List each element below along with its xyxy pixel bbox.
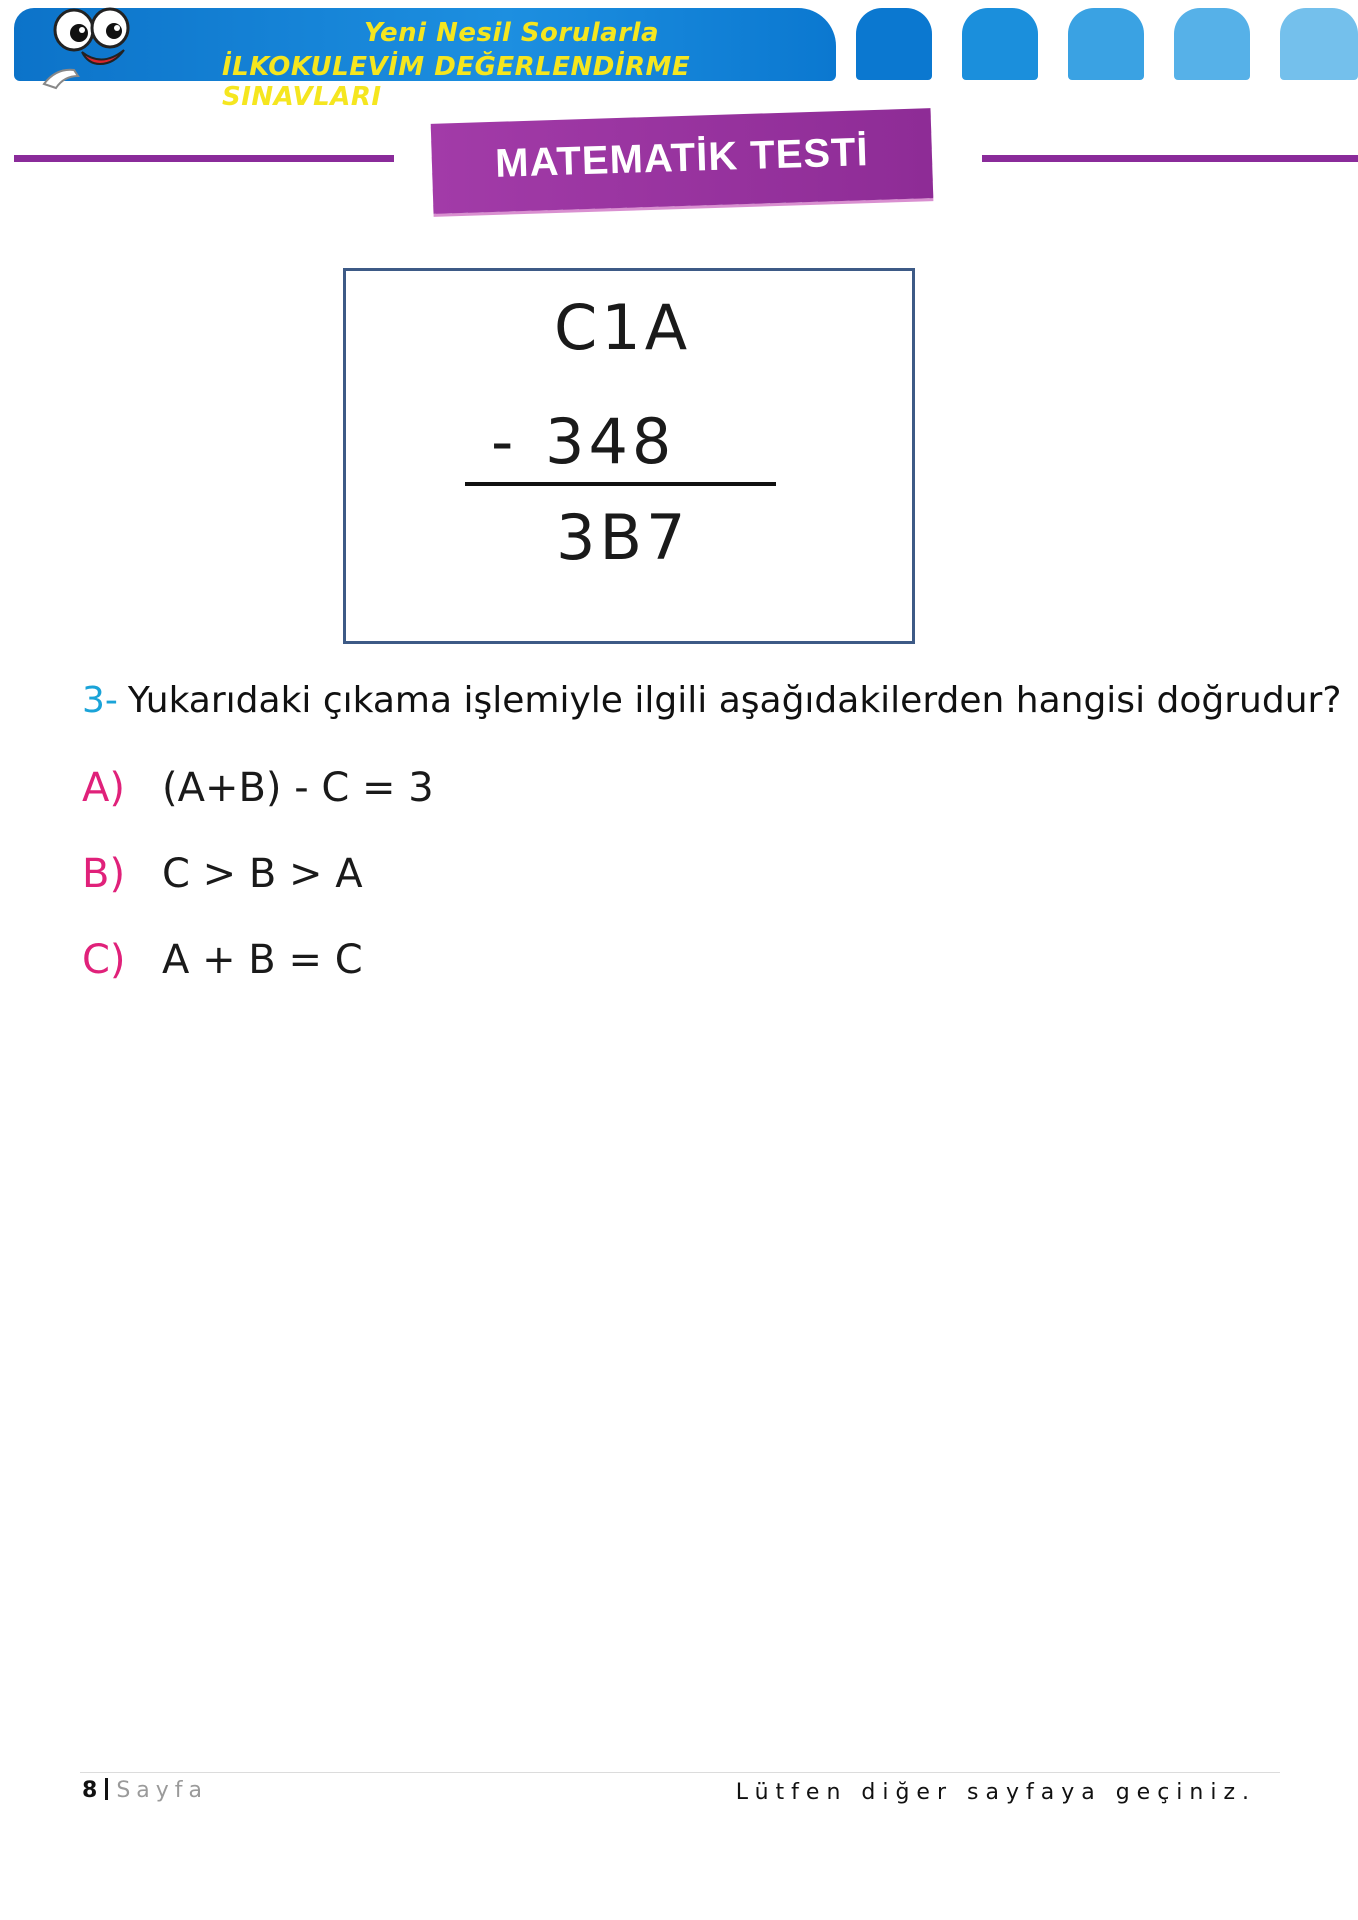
page-word: Sayfa xyxy=(116,1778,209,1803)
difference: 3B7 xyxy=(556,501,690,574)
page-title: MATEMATİK TESTİ xyxy=(494,130,870,186)
option-a[interactable] xyxy=(82,765,434,811)
minus-sign: - xyxy=(491,405,518,478)
minuend: C1A xyxy=(554,291,692,364)
header-tab-2 xyxy=(962,8,1038,80)
header-tab-5 xyxy=(1280,8,1358,80)
option-c-text: A + B = C xyxy=(162,937,363,983)
title-rule-left xyxy=(14,155,394,162)
mascot-icon xyxy=(34,6,144,90)
title-rule-right xyxy=(982,155,1358,162)
page-number: 8 xyxy=(82,1778,98,1803)
next-page-note: Lütfen diğer sayfaya geçiniz. xyxy=(735,1780,1256,1805)
header-tab-1 xyxy=(856,8,932,80)
option-a-text: (A+B) - C = 3 xyxy=(162,765,434,811)
title-ribbon xyxy=(431,108,934,214)
page-separator xyxy=(105,1778,108,1800)
subtrahend: 348 xyxy=(545,405,676,478)
question-text-line xyxy=(82,680,1341,721)
question-number: 3- xyxy=(82,680,118,721)
option-b-letter: B) xyxy=(82,851,126,897)
option-c-letter: C) xyxy=(82,937,126,983)
result-line xyxy=(465,482,776,486)
option-b[interactable] xyxy=(82,851,363,897)
question-text: Yukarıdaki çıkama işlemiyle ilgili aşağıdakilerden hangisi doğrudur? xyxy=(127,680,1342,721)
page-number-label xyxy=(82,1778,208,1803)
footer-divider xyxy=(80,1772,1280,1773)
subtraction-box xyxy=(343,268,915,644)
header-tab-3 xyxy=(1068,8,1144,80)
option-a-letter: A) xyxy=(82,765,125,811)
header-subtitle: Yeni Nesil Sorularla xyxy=(364,18,659,48)
header-title: İLKOKULEVİM DEĞERLENDİRME SINAVLARI xyxy=(222,52,691,112)
header-tab-4 xyxy=(1174,8,1250,80)
subtrahend-row xyxy=(491,405,675,478)
option-b-text: C > B > A xyxy=(162,851,363,897)
option-c[interactable] xyxy=(82,937,363,983)
